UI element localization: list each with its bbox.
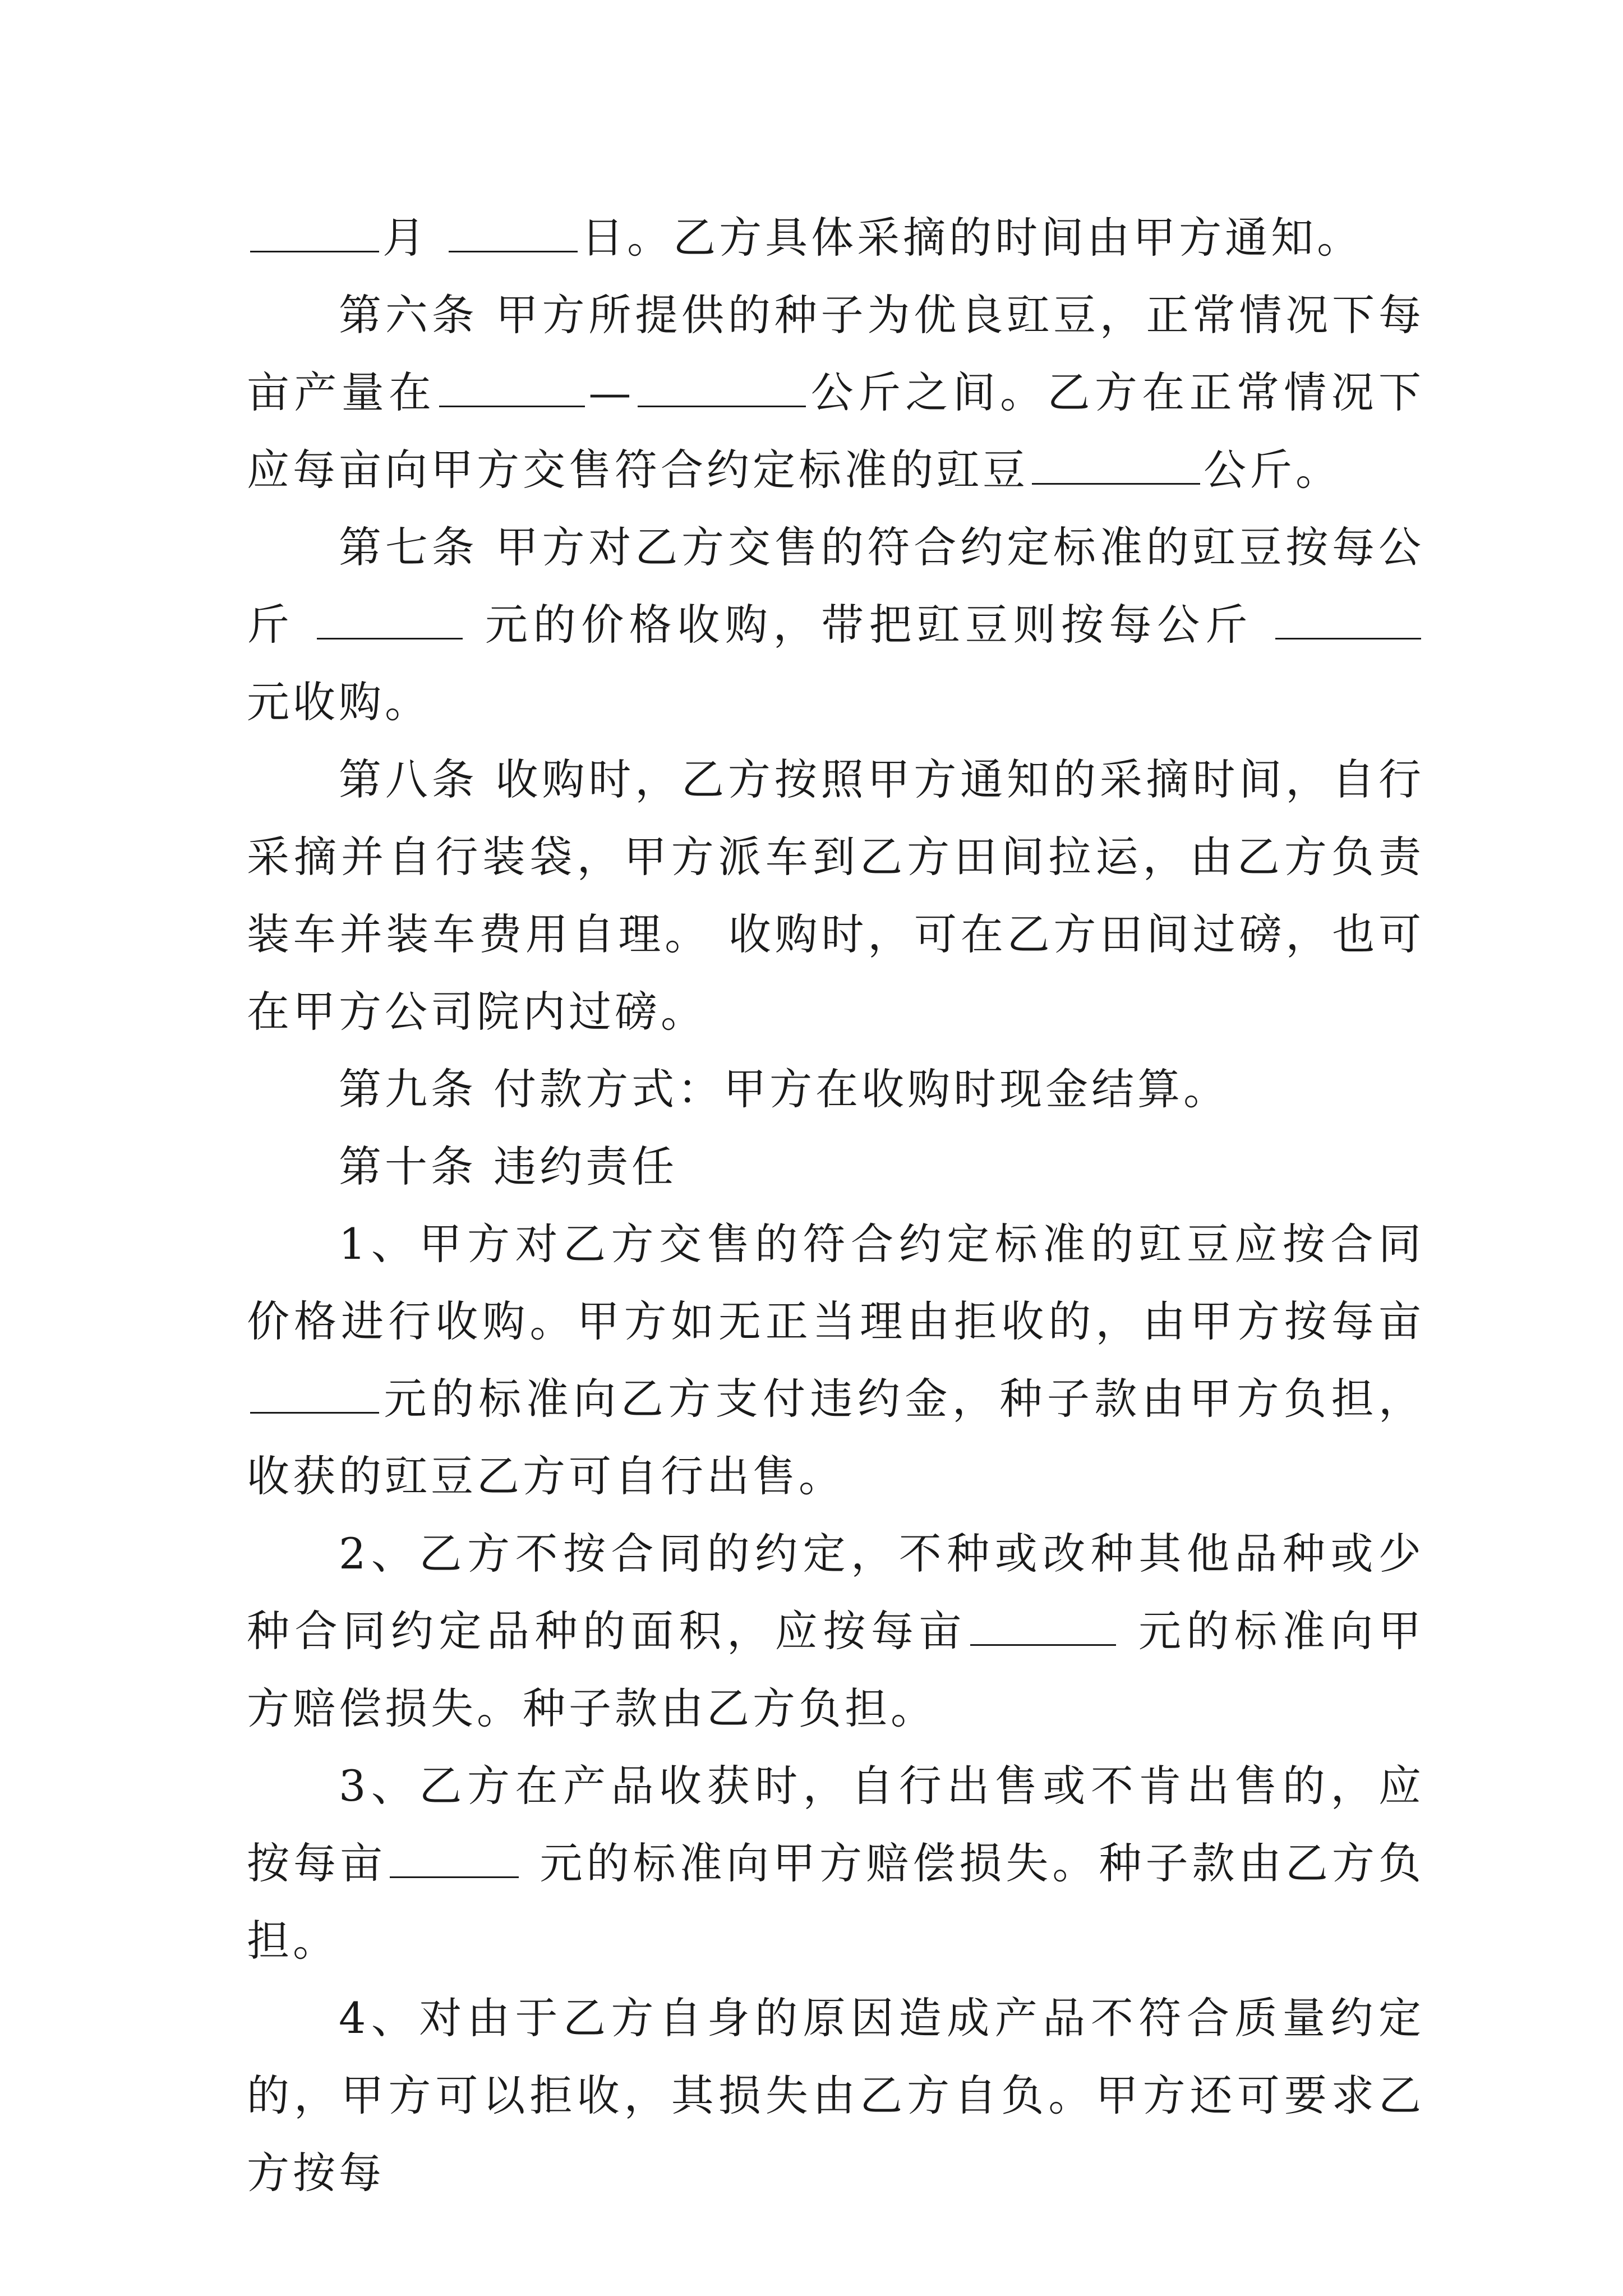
- paragraph-text: 元的标准向乙方支付违约金，种子款由甲方负担，收获的豇豆乙方可自行出售。: [247, 1374, 1424, 1501]
- paragraph-text: 1、甲方对乙方交售的符合约定标准的豇豆应按合同价格进行收购。甲方如无正当理由拒收的，由甲方按每亩: [247, 1219, 1424, 1346]
- paragraph-text: 元的价格收购，带把豇豆则按每公斤: [466, 600, 1272, 650]
- paragraph-text: 元收购。: [247, 677, 431, 727]
- paragraph-p1: [247, 199, 1424, 277]
- fill-in-blank: [317, 638, 463, 639]
- paragraph-p5: [247, 1051, 1424, 1128]
- paragraph-text: 公斤。: [1204, 445, 1341, 495]
- paragraph-text: 日。乙方具体采摘的时间由甲方通知。: [581, 213, 1363, 263]
- paragraph-text: 3、乙方在产品收获时，自行出售或不肯出售的，应按每亩: [247, 1761, 1424, 1888]
- paragraph-text: 第十条 违约责任: [339, 1142, 678, 1191]
- paragraph-text: 4、对由于乙方自身的原因造成产品不符合质量约定的，甲方可以拒收，其损失由乙方自负。甲方还可要求乙方按每: [247, 1993, 1424, 2198]
- paragraph-p9: [247, 1747, 1424, 1980]
- paragraph-text: 第六条 甲方所提供的种子为优良豇豆，正常情况下每亩产量在: [247, 290, 1424, 417]
- fill-in-blank: [439, 406, 585, 407]
- paragraph-p10: [247, 1980, 1424, 2212]
- paragraph-text: 元的标准向甲方赔偿损失。种子款由乙方负担。: [247, 1606, 1424, 1733]
- paragraph-text: —: [588, 367, 635, 417]
- fill-in-blank: [638, 406, 806, 407]
- paragraph-p8: [247, 1515, 1424, 1747]
- paragraph-p6: [247, 1128, 1424, 1205]
- paragraph-text: 第八条 收购时，乙方按照甲方通知的采摘时间，自行采摘并自行装袋，甲方派车到乙方田间拉运，由乙方负责装车并装车费用自理。 收购时，可在乙方田间过磅，也可在甲方公司院内过磅。: [247, 754, 1424, 1037]
- paragraph-p2: [247, 277, 1424, 509]
- fill-in-blank: [1032, 483, 1200, 485]
- fill-in-blank: [970, 1644, 1116, 1646]
- paragraph-text: 第九条 付款方式：甲方在收购时现金结算。: [339, 1064, 1230, 1114]
- paragraph-p4: [247, 741, 1424, 1051]
- paragraph-text: 公斤之间。乙方在正常情况下应每亩向甲方交售符合约定标准的豇豆: [247, 367, 1425, 495]
- fill-in-blank: [390, 1876, 519, 1878]
- fill-in-blank: [250, 1412, 379, 1414]
- paragraph-text: 元的标准向甲方赔偿损失。种子款由乙方负担。: [247, 1838, 1424, 1966]
- paragraph-p3: [247, 509, 1424, 741]
- document-body: [247, 199, 1424, 2212]
- paragraph-text: 2、乙方不按合同的约定，不种或改种其他品种或少种合同约定品种的面积，应按每亩: [247, 1529, 1424, 1656]
- fill-in-blank: [250, 251, 379, 252]
- paragraph-text: 第七条 甲方对乙方交售的符合约定标准的豇豆按每公斤: [247, 522, 1424, 650]
- fill-in-blank: [449, 251, 578, 252]
- paragraph-p7: [247, 1205, 1424, 1515]
- paragraph-text: 月: [382, 213, 446, 263]
- fill-in-blank: [1275, 638, 1421, 639]
